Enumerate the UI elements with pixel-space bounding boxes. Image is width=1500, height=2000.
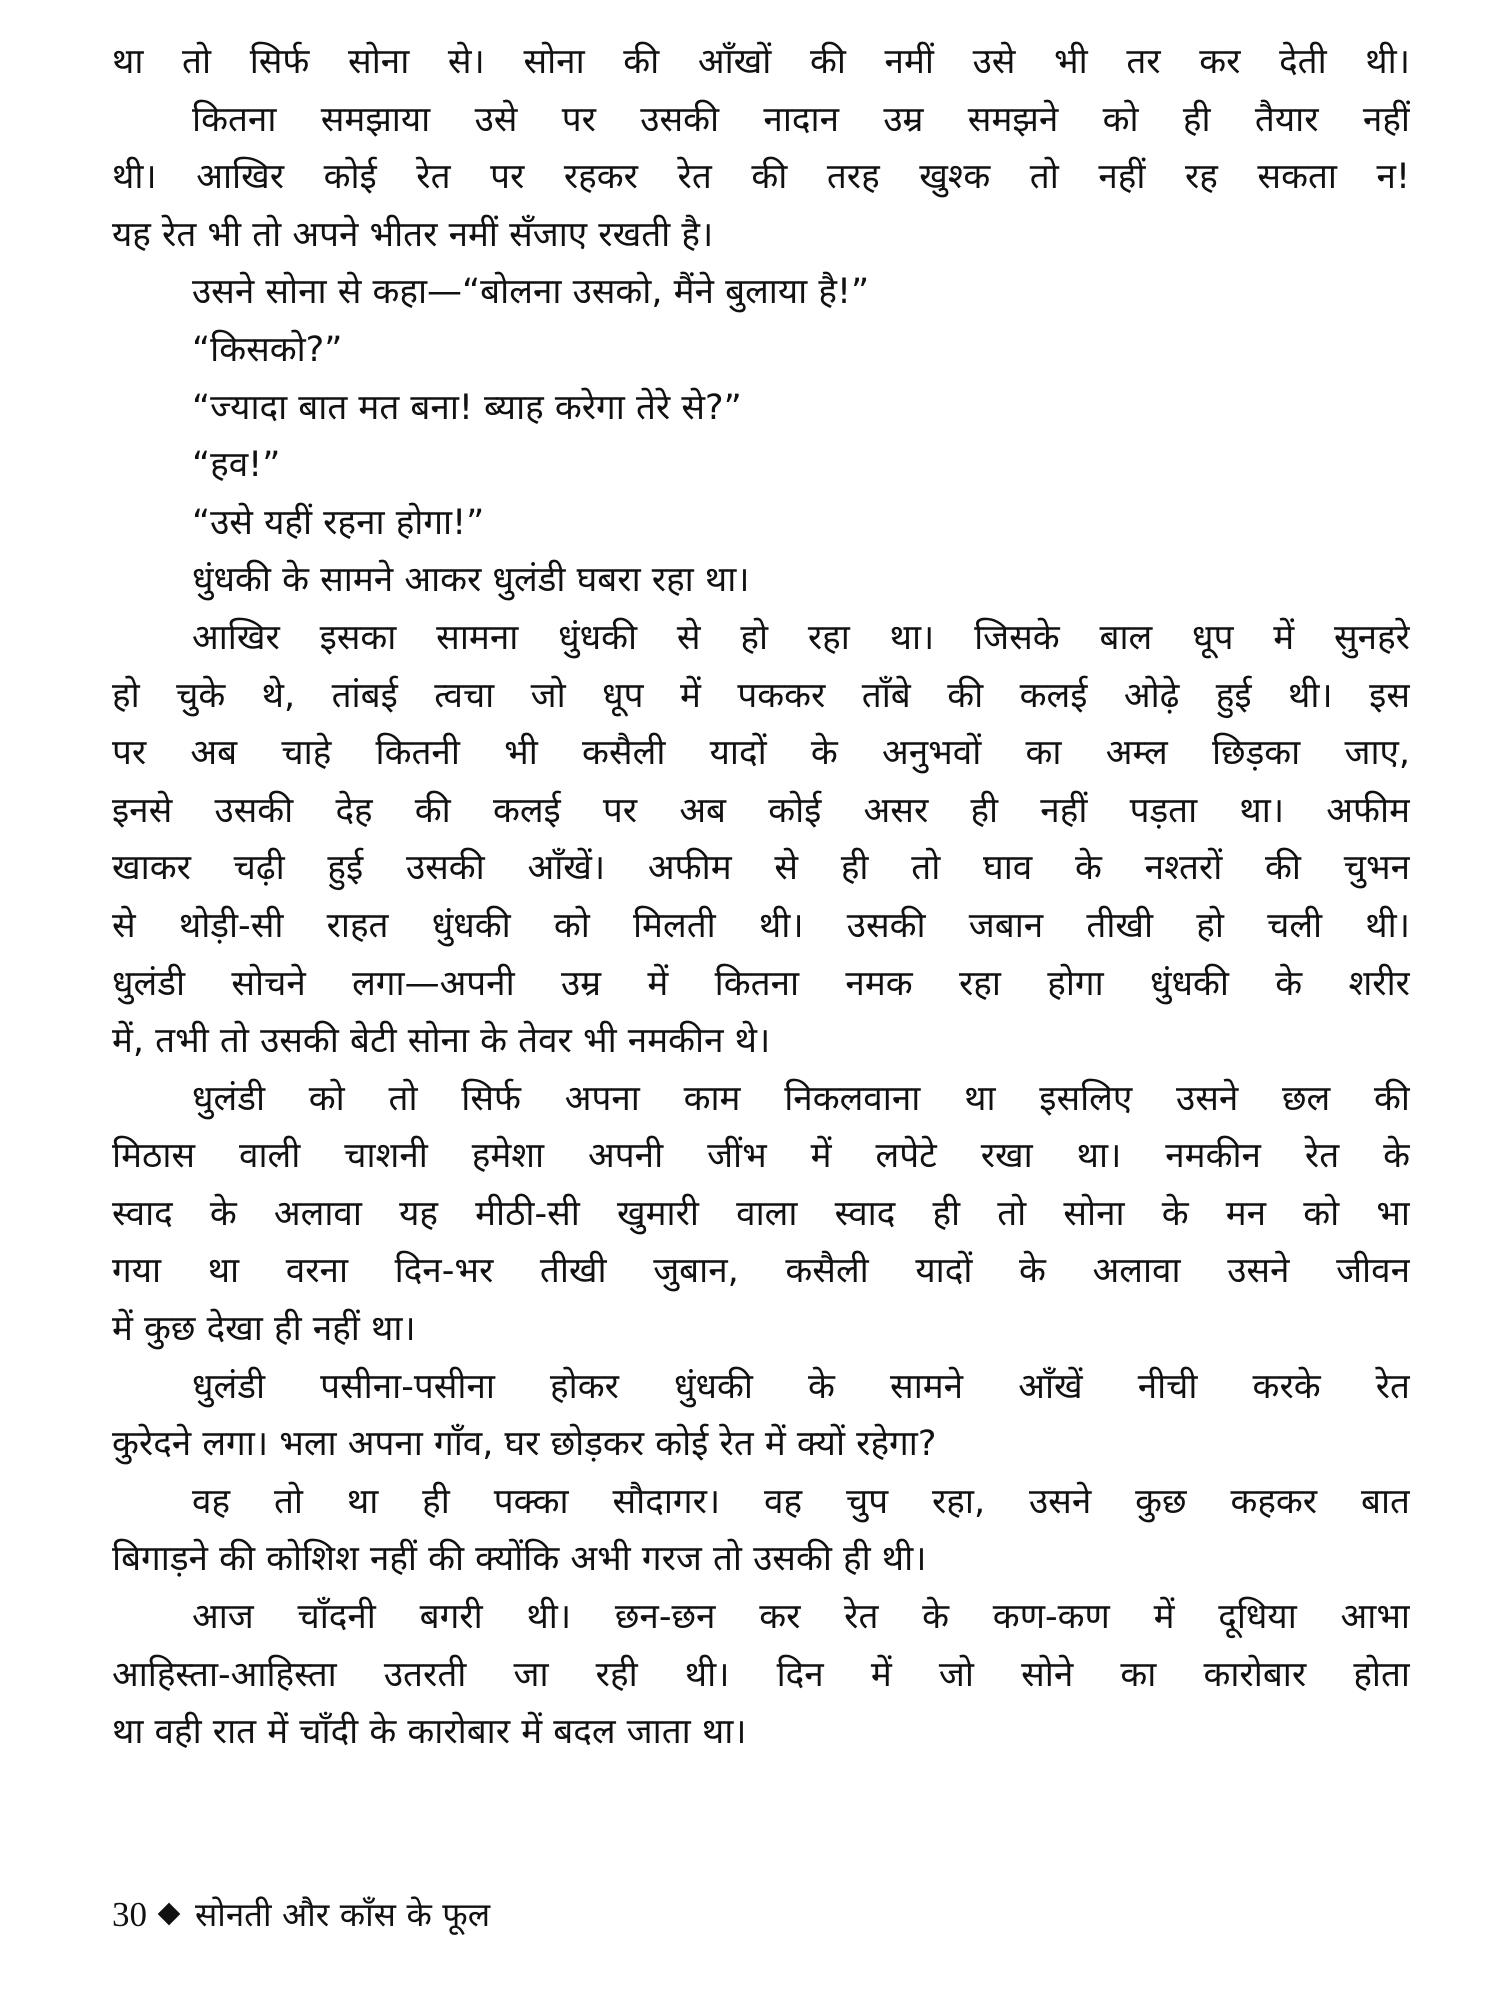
text-line: मिठास वाली चाशनी हमेशा अपनी जींभ में लपेटे रखा था। नमकीन रेत के: [112, 1136, 1410, 1177]
text-line: था तो सिर्फ सोना से। सोना की आँखों की नमीं उसे भी तर कर देती थी।: [112, 42, 1410, 82]
text-line: हो चुके थे, तांबई त्वचा जो धूप में पककर ताँबे की कलई ओढ़े हुई थी। इस: [112, 675, 1410, 716]
text-line: स्वाद के अलावा यह मीठी-सी खुमारी वाला स्वाद ही तो सोना के मन को भा: [112, 1193, 1410, 1234]
text-line: “हव!”: [192, 445, 281, 486]
text-line: था वही रात में चाँदी के कारोबार में बदल जाता था।: [112, 1712, 747, 1753]
page-number: 30: [112, 1895, 147, 1934]
ornament-icon: [158, 1902, 181, 1925]
text-line: से थोड़ी-सी राहत धुंधकी को मिलती थी। उसकी जबान तीखी हो चली थी।: [112, 905, 1410, 946]
text-line: आज चाँदनी बगरी थी। छन-छन कर रेत के कण-कण में दूधिया आभा: [192, 1597, 1410, 1638]
text-line: उसने सोना से कहा—“बोलना उसको, मैंने बुलाया है!”: [192, 272, 870, 313]
text-line: इनसे उसकी देह की कलई पर अब कोई असर ही नहीं पड़ता था। अफीम: [112, 790, 1410, 831]
text-line: पर अब चाहे कितनी भी कसैली यादों के अनुभवों का अम्ल छिड़का जाए,: [112, 733, 1410, 774]
text-line: धुंधकी के सामने आकर धुलंडी घबरा रहा था।: [192, 560, 750, 601]
text-line: धुलंडी पसीना-पसीना होकर धुंधकी के सामने आँखें नीची करके रेत: [192, 1366, 1410, 1407]
page-footer: [112, 1890, 490, 1940]
text-line: कुरेदने लगा। भला अपना गाँव, घर छोड़कर कोई रेत में क्यों रहेगा?: [112, 1424, 937, 1465]
text-line: “उसे यहीं रहना होगा!”: [192, 502, 485, 543]
text-line: बिगाड़ने की कोशिश नहीं की क्योंकि अभी गरज तो उसकी ही थी।: [112, 1539, 927, 1580]
text-line: वह तो था ही पक्का सौदागर। वह चुप रहा, उसने कुछ कहकर बात: [192, 1481, 1410, 1522]
text-line: आहिस्ता-आहिस्ता उतरती जा रही थी। दिन में जो सोने का कारोबार होता: [112, 1654, 1410, 1695]
text-line: थी। आखिर कोई रेत पर रहकर रेत की तरह खुश्क तो नहीं रह सकता न!: [112, 157, 1410, 198]
text-line: “किसको?”: [192, 329, 343, 370]
text-line: में, तभी तो उसकी बेटी सोना के तेवर भी नमकीन थे।: [112, 1021, 771, 1062]
text-line: गया था वरना दिन-भर तीखी जुबान, कसैली यादों के अलावा उसने जीवन: [112, 1251, 1410, 1292]
text-line: यह रेत भी तो अपने भीतर नमीं सँजाए रखती है।: [112, 214, 714, 255]
body-text: [112, 34, 1410, 1762]
text-line: “ज्यादा बात मत बना! ब्याह करेगा तेरे से?”: [192, 387, 742, 428]
text-line: धुलंडी को तो सिर्फ अपना काम निकलवाना था इसलिए उसने छल की: [192, 1078, 1410, 1119]
text-line: में कुछ देखा ही नहीं था।: [112, 1309, 416, 1350]
text-line: कितना समझाया उसे पर उसकी नादान उम्र समझने को ही तैयार नहीं: [192, 99, 1410, 140]
text-line: खाकर चढ़ी हुई उसकी आँखें। अफीम से ही तो घाव के नश्तरों की चुभन: [112, 848, 1410, 889]
book-title: सोनती और काँस के फूल: [195, 1895, 491, 1934]
text-line: धुलंडी सोचने लगा—अपनी उम्र में कितना नमक रहा होगा धुंधकी के शरीर: [112, 963, 1410, 1004]
text-line: आखिर इसका सामना धुंधकी से हो रहा था। जिसके बाल धूप में सुनहरे: [192, 617, 1410, 658]
